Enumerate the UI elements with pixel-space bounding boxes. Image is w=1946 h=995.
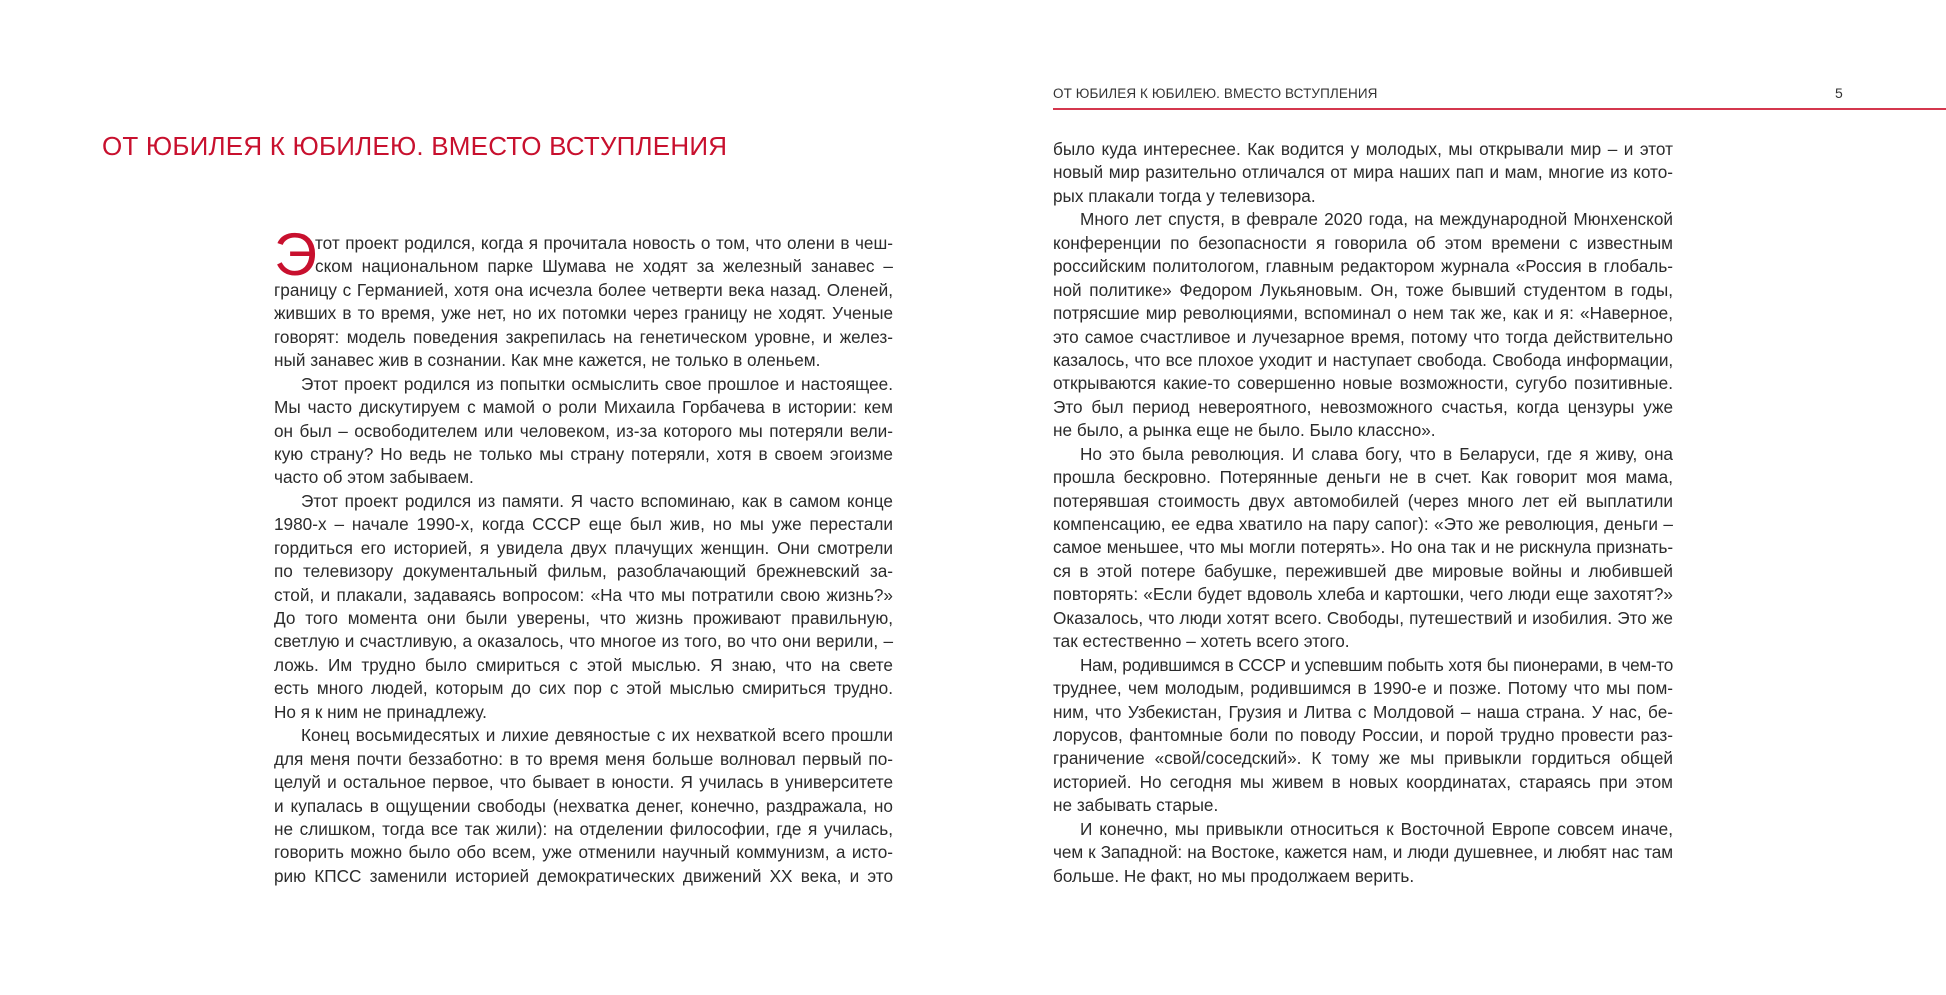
text-line: ним, что Узбекистан, Грузия и Литва с Молдовой – наша страна. У нас, бе- (1053, 701, 1673, 722)
text-line: больше. Не факт, но мы продолжаем верить. (1053, 865, 1415, 886)
text-line: Много лет спустя, в феврале 2020 года, на международной Мюнхенской (1080, 209, 1673, 230)
text-line: труднее, чем молодым, родившимся в 1990-е и позже. Потому что мы пом- (1053, 678, 1673, 699)
right-page (973, 0, 1946, 995)
text-line: и купалась в ощущении свободы (нехватка денег, конечно, раздражала, но (274, 795, 893, 816)
text-line: чем к Западной: на Востоке, кажется нам, и люди душевнее, и любят нас там (1053, 842, 1673, 863)
text-line: по телевизору документальный фильм, разоблачающий брежневский за- (274, 561, 893, 582)
text-line: гордиться его историей, я увидела двух плачущих женщин. Они смотрели (274, 537, 893, 558)
text-line: говорят: модель поведения закрепилась на генетическом уровне, и желез- (274, 326, 893, 347)
text-line: он был – освободителем или человеком, из-за которого мы потеряли вели- (274, 420, 893, 441)
text-line: Это был период невероятного, невозможного счастья, когда цензуры уже (1053, 396, 1673, 417)
right-body-text (1053, 138, 1673, 888)
text-line: историей. Но сегодня мы живем в новых координатах, стараясь при этом (1053, 771, 1673, 792)
text-line: это самое счастливое и лучезарное время, потому что тогда действительно (1053, 326, 1673, 347)
text-line: Нам, родившимся в СССР и успевшим побыть хотя бы пионерами, в чем-то (1080, 654, 1673, 675)
text-line: светлую и счастливую, а оказалось, что многое из того, во что они верили, – (274, 631, 893, 652)
text-line: рию КПСС заменили историей демократических движений XX века, и это (274, 865, 893, 886)
text-line: не было, а рынка еще не было. Было классно». (1053, 420, 1436, 441)
text-line: потерявшая стоимость двух автомобилей (через много лет ей выплатили (1053, 490, 1673, 511)
running-head: ОТ ЮБИЛЕЯ К ЮБИЛЕЮ. ВМЕСТО ВСТУПЛЕНИЯ (1053, 86, 1378, 101)
text-line: тот проект родился, когда я прочитала новость о том, что олени в чеш- (315, 233, 893, 253)
text-line: И конечно, мы привыкли относиться к Восточной Европе совсем иначе, (1080, 818, 1673, 839)
text-line: открываются какие-то совершенно новые возможности, сугубо позитивные. (1053, 373, 1673, 394)
text-line: российским политологом, главным редактором журнала «Россия в глобаль- (1053, 256, 1673, 277)
text-line: Но я к ним не принадлежу. (274, 701, 487, 722)
text-line: было куда интереснее. Как водится у молодых, мы открывали мир – и этот (1053, 139, 1673, 159)
left-body-text (274, 232, 893, 888)
text-line: казалось, что все плохое уходит и наступает свобода. Свобода информации, (1053, 349, 1673, 370)
text-line: говорить можно было обо всем, уже отменили научный коммунизм, а исто- (274, 842, 893, 863)
text-line: Конец восьмидесятых и лихие девяностые с их нехваткой всего прошли (301, 725, 893, 746)
text-line: Этот проект родился из попытки осмыслить свое прошлое и настоящее. (301, 373, 893, 394)
text-line: 1980-х – начале 1990-х, когда СССР еще был жив, но мы уже перестали (274, 514, 893, 535)
text-line: ный занавес жив в сознании. Как мне кажется, не только в оленьем. (274, 350, 821, 371)
drop-cap: Э (274, 221, 318, 288)
text-line: целуй и остальное первое, что бывает в юности. Я училась в университете (274, 772, 893, 793)
text-line: ском национальном парке Шумава не ходят за железный занавес – (315, 256, 893, 277)
text-line: потрясшие мир революциями, вспоминал о нем так же, как и я: «Наверное, (1053, 303, 1673, 324)
page-number: 5 (1835, 85, 1843, 101)
text-line: компенсацию, ее едва хватило на пару сапог): «Это же революция, деньги – (1053, 514, 1673, 534)
text-line: ной политике» Федором Лукьяновым. Он, тоже бывший студентом в годы, (1053, 279, 1673, 300)
text-line: лорусов, фантомные боли по поводу России, и порой трудно провести раз- (1053, 724, 1673, 745)
text-line: повторять: «Если будет вдоволь хлеба и картошки, чего люди еще захотят?» (1053, 584, 1673, 605)
text-line: не слишком, тогда все так жили): на отделении философии, где я училась, (274, 818, 893, 839)
text-line: стой, и плакали, задаваясь вопросом: «На что мы потратили свою жизнь?» (274, 584, 893, 605)
text-line: граничение «свой/соседский». К тому же мы привыкли гордиться общей (1053, 748, 1673, 769)
text-line: не забывать старые. (1053, 795, 1219, 816)
text-line: Этот проект родился из памяти. Я часто вспоминаю, как в самом конце (301, 490, 893, 511)
text-line: границу с Германией, хотя она исчезла более четверти века назад. Оленей, (274, 279, 893, 300)
text-line: так естественно – хотеть всего этого. (1053, 631, 1350, 652)
text-line: ложь. Им трудно было смириться с этой мыслью. Я знаю, что на свете (274, 654, 893, 675)
text-line: часто об этом забываем. (274, 467, 474, 488)
text-line: конференции по безопасности я говорила об этом времени с известным (1053, 232, 1673, 253)
text-line: прошла бескровно. Потерянные деньги не в счет. Как говорит моя мама, (1053, 467, 1673, 488)
text-line: есть много людей, которым до сих пор с этой мыслью смириться трудно. (274, 678, 893, 699)
text-line: живших в то время, уже нет, но их потомки через границу не ходят. Ученые (274, 303, 893, 324)
text-line: кую страну? Но ведь не только мы страну потеряли, хотя в своем эгоизме (274, 443, 893, 464)
text-line: Оказалось, что люди хотят всего. Свободы, путешествий и изобилия. Это же (1053, 607, 1673, 628)
text-line: ся в этой потере бабушке, пережившей две мировые войны и любившей (1053, 560, 1673, 581)
chapter-title: ОТ ЮБИЛЕЯ К ЮБИЛЕЮ. ВМЕСТО ВСТУПЛЕНИЯ (102, 131, 728, 161)
text-line: для меня почти беззаботно: в то время меня больше волновал первый по- (274, 748, 893, 769)
text-line: новый мир разительно отличался от мира наших пап и мам, многие из кото- (1053, 162, 1673, 183)
text-line: самое меньшее, что мы могли потерять». Но она так и не рискнула признать- (1053, 537, 1673, 558)
header-rule (1053, 108, 1946, 110)
text-line: До того момента они были уверены, что жизнь проживают правильную, (274, 608, 893, 628)
text-line: Мы часто дискутируем с мамой о роли Михаила Горбачева в истории: кем (274, 397, 893, 418)
text-line: рых плакали тогда у телевизора. (1053, 185, 1316, 206)
text-line: Но это была революция. И слава богу, что в Беларуси, где я живу, она (1080, 443, 1673, 464)
